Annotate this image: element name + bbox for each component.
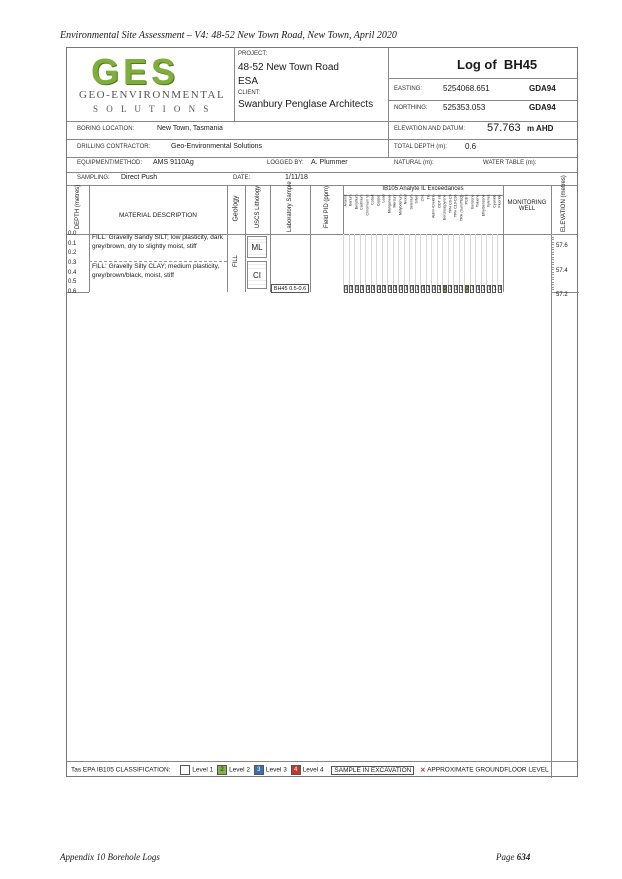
- exceedance-cell: 1: [383, 286, 387, 292]
- analyte-name: Fluoride: [497, 194, 502, 208]
- borehole-log: [66, 47, 578, 777]
- analyte-name: Manganese: [387, 194, 392, 214]
- exceedance-cell: 1: [482, 286, 486, 292]
- depth-tick-label: 0.3: [68, 260, 77, 266]
- easting-label: EASTING:: [394, 86, 423, 92]
- pid-column-header: Field PID (ppm): [324, 186, 330, 229]
- exceedance-cell: 1: [498, 286, 503, 292]
- northing-value: 525353.053: [443, 103, 486, 112]
- elevation-minor-tick: [551, 254, 554, 255]
- sample-in-excavation-box: SAMPLE IN EXCAVATION: [331, 766, 414, 775]
- analyte-column-line: [431, 234, 432, 292]
- exceedance-cell: 1: [438, 286, 442, 292]
- client-label: CLIENT:: [238, 90, 261, 96]
- exceedance-cell: 1: [355, 286, 359, 292]
- exceedance-cell: 1: [432, 286, 436, 292]
- sampling-value: Direct Push: [121, 174, 158, 181]
- exceedance-cell: 1: [454, 286, 458, 292]
- elevation-minor-tick: [551, 242, 554, 243]
- analyte-name: Selenium: [409, 194, 414, 210]
- analyte-name: Xylenes: [486, 194, 491, 208]
- exceedance-cell: 1: [449, 286, 453, 292]
- client-value: Swanbury Penglase Architects: [238, 99, 374, 110]
- analyte-column-line: [497, 234, 498, 292]
- elevation-minor-tick: [551, 264, 554, 265]
- drilling-contractor-label: DRILLING CONTRACTOR:: [77, 144, 151, 150]
- analyte-column-line: [475, 234, 476, 292]
- analyte-column-line: [464, 234, 465, 292]
- analyte-name: Aldrin+Dieldrin: [431, 194, 436, 218]
- exceedance-cell: 1: [372, 286, 376, 292]
- logged-by-value: A. Plummer: [311, 159, 348, 166]
- analyte-column-line: [448, 234, 449, 292]
- elevation-value: 57.763: [487, 122, 521, 134]
- logo-line2: S O L U T I O N S: [93, 104, 212, 114]
- elevation-tick-label: 57.2: [556, 292, 568, 298]
- analyte-name: Zinc: [420, 194, 425, 202]
- analyte-name: Lead: [381, 194, 386, 203]
- analyte-name: Arsenic: [343, 194, 348, 207]
- elevation-minor-tick: [551, 292, 554, 293]
- analyte-column-line: [486, 234, 487, 292]
- uscs-layer-2: [247, 261, 267, 289]
- geology-fill-label: FILL: [233, 255, 239, 268]
- equipment-label: EQUIPMENT/METHOD:: [77, 160, 143, 166]
- depth-tick-label: 0.4: [68, 269, 77, 276]
- northing-datum: GDA94: [529, 103, 556, 112]
- analyte-column-line: [354, 234, 355, 292]
- analyte-column-line: [371, 234, 372, 292]
- uscs-layer-1: [247, 236, 267, 258]
- exceedance-cell: 1: [410, 286, 414, 292]
- log-title: Log of BH45: [457, 57, 538, 72]
- elevation-scale: [551, 234, 578, 298]
- natural-label: NATURAL (m):: [394, 160, 434, 166]
- project-value: 48-52 New Town Road: [238, 62, 339, 73]
- legend-prefix: Tas EPA IB105 CLASSIFICATION:: [71, 766, 171, 774]
- logo-line1: GEO-ENVIRONMENTAL: [79, 89, 226, 101]
- elevation-minor-tick: [551, 272, 554, 273]
- analyte-column-line: [459, 234, 460, 292]
- analyte-name: TRH (Sum/TEQ): [459, 194, 464, 222]
- easting-datum: GDA94: [529, 84, 556, 93]
- analyte-column-line: [409, 234, 410, 292]
- legend: [71, 765, 575, 775]
- depth-tick-label: 0.6: [68, 289, 77, 295]
- analyte-name: Molybdenum: [398, 194, 403, 216]
- exceedance-cell: 1: [344, 286, 348, 292]
- exceedance-cell: 1: [416, 286, 420, 292]
- level2-swatch: 2: [217, 765, 227, 775]
- depth-column-header: DEPTH (metres): [75, 184, 81, 230]
- level1-swatch: [180, 765, 190, 775]
- date-value: 1/11/18: [285, 174, 308, 181]
- equipment-value: AMS 9110Ag: [153, 159, 194, 166]
- uscs-layer-1-code: ML: [248, 243, 266, 252]
- document-header: Environmental Site Assessment – V4: 48-52 New Town Road, New Town, April 2020: [60, 30, 397, 41]
- elevation-minor-tick: [551, 287, 554, 288]
- analyte-column-line: [376, 234, 377, 292]
- exceedance-cell: 1: [471, 286, 475, 292]
- lab-column-header: Laboratory Sample: [287, 181, 293, 232]
- elevation-minor-tick: [551, 279, 554, 280]
- level2-label: Level 2: [229, 766, 251, 774]
- analyte-column-line: [398, 234, 399, 292]
- exceedance-cell: 1: [377, 286, 381, 292]
- analyte-name: Ethylbenzene: [481, 194, 486, 217]
- depth-tick-label: 0.2: [68, 250, 77, 257]
- elevation-minor-tick: [551, 262, 554, 263]
- analyte-name: Silver: [414, 194, 419, 204]
- analyte-name: Cyanide: [492, 194, 497, 208]
- elevation-unit: m AHD: [527, 124, 554, 133]
- exceedance-cell: 1: [388, 286, 392, 292]
- analyte-name: Nickel: [403, 194, 408, 205]
- level4-swatch: 4: [291, 765, 301, 775]
- geology-column-header: Geology: [232, 195, 240, 222]
- analyte-name: Benzo(a)pyrene: [442, 194, 447, 221]
- exceedance-cell: 1: [405, 286, 409, 292]
- logo-mark: GES: [91, 51, 180, 92]
- analyte-column-line: [437, 234, 438, 292]
- analyte-column-line: [382, 234, 383, 292]
- elevation-minor-tick: [551, 284, 554, 285]
- elevation-minor-tick: [551, 249, 554, 250]
- analyte-name: Tin: [426, 194, 431, 200]
- analyte-name-row: [343, 195, 503, 234]
- elevation-minor-tick: [551, 244, 554, 245]
- page-number: [496, 852, 530, 862]
- exceedance-cell: 1: [399, 286, 403, 292]
- analyte-name: Beryllium: [354, 194, 359, 210]
- date-label: DATE:: [233, 175, 251, 181]
- analyte-name: PCB's: [464, 194, 469, 205]
- elevation-minor-tick: [551, 247, 554, 248]
- exceedance-cell: 1: [366, 286, 370, 292]
- elevation-minor-tick: [551, 277, 554, 278]
- analyte-name: Cobalt: [370, 194, 375, 205]
- elevation-minor-tick: [551, 259, 554, 260]
- analyte-name: Mercury: [392, 194, 397, 208]
- elevation-minor-tick: [551, 234, 554, 235]
- exceedance-cell: 1: [427, 286, 431, 292]
- level1-label: Level 1: [192, 766, 214, 774]
- exceedance-cell: 1: [361, 286, 365, 292]
- page-label: Page: [496, 852, 515, 862]
- analyte-column-line: [393, 234, 394, 292]
- layer-2-description: FILL: Gravelly Silty CLAY; medium plasticity, grey/brown/black, moist, stiff: [92, 263, 220, 279]
- exceedance-cell: 1: [460, 286, 464, 292]
- level4-label: Level 4: [302, 766, 324, 774]
- level3-swatch: 3: [254, 765, 264, 775]
- analyte-column-line: [349, 234, 350, 292]
- analyte-column-line: [442, 234, 443, 292]
- easting-value: 5254068.651: [443, 84, 490, 93]
- depth-tick-label: 0.5: [68, 279, 77, 286]
- elevation-minor-tick: [551, 269, 554, 270]
- exceedance-cell: 1: [493, 286, 497, 292]
- analyte-column-line: [470, 234, 471, 292]
- analyte-name: Toluene: [475, 194, 480, 208]
- analyte-name: DDT etc: [437, 194, 442, 208]
- project-label: PROJECT:: [238, 51, 268, 57]
- analyte-column-line: [420, 234, 421, 292]
- elevation-tick-label: 57.6: [556, 243, 568, 249]
- layer-1-description: FILL: Gravelly Sandy SILT; low plasticity, dark grey/brown, dry to slightly moist, stiff: [92, 234, 223, 250]
- elevation-minor-tick: [551, 282, 554, 283]
- page-value: 634: [516, 852, 531, 862]
- analyte-column-line: [360, 234, 361, 292]
- analyte-column-line: [415, 234, 416, 292]
- boring-location-label: BORING LOCATION:: [77, 126, 135, 132]
- depth-tick-label: 0.0: [68, 231, 77, 237]
- elevation-minor-tick: [551, 267, 554, 268]
- water-table-label: WATER TABLE (m):: [483, 160, 537, 166]
- total-depth-label: TOTAL DEPTH (m):: [394, 144, 447, 150]
- depth-tick-label: 0.1: [68, 240, 77, 247]
- analyte-name: TPH C10-C36: [453, 194, 458, 218]
- exceedance-cell: 1: [394, 286, 398, 292]
- total-depth-value: 0.6: [465, 142, 477, 151]
- exceedance-cell: 2: [465, 286, 469, 292]
- elevation-minor-tick: [551, 257, 554, 258]
- cross-icon: ✕: [420, 766, 426, 774]
- uscs-column-header: USCS Lithology: [255, 185, 261, 229]
- depth-scale: [67, 231, 89, 295]
- analyte-title: IB105 Analyte IL Exceedances: [382, 186, 464, 192]
- elevation-minor-tick: [551, 274, 554, 275]
- elevation-minor-tick: [551, 237, 554, 238]
- analyte-column-line: [426, 234, 427, 292]
- analyte-column-line: [387, 234, 388, 292]
- level3-label: Level 3: [265, 766, 287, 774]
- ges-logo: [67, 48, 234, 121]
- project-value-line2: ESA: [238, 76, 259, 87]
- analyte-column-line: [492, 234, 493, 292]
- exceedance-cell: 1: [421, 286, 425, 292]
- exceedance-cell: 1: [476, 286, 480, 292]
- material-column-header: MATERIAL DESCRIPTION: [118, 212, 197, 219]
- analyte-name: Copper: [376, 194, 381, 207]
- analyte-column-line: [343, 234, 344, 292]
- exceedance-cell: 2: [443, 286, 447, 292]
- analyte-name: Benzene: [470, 194, 475, 209]
- analyte-column-line: [481, 234, 482, 292]
- drilling-contractor-value: Geo-Environmental Solutions: [171, 143, 263, 150]
- sampling-label: SAMPLING:: [77, 175, 110, 181]
- lab-sample-tag: BH45 0.5-0.6: [271, 284, 309, 293]
- exceedance-row: [343, 285, 503, 295]
- elevation-minor-tick: [551, 239, 554, 240]
- analyte-name: Cadmium: [359, 194, 364, 210]
- groundfloor-label: APPROXIMATE GROUNDFLOOR LEVEL: [427, 766, 549, 774]
- analyte-column-line: [404, 234, 405, 292]
- elevation-minor-tick: [551, 252, 554, 253]
- analyte-grid: [343, 234, 503, 292]
- elevation-tick-label: 57.4: [556, 268, 568, 274]
- analyte-name: Barium: [348, 194, 353, 206]
- analyte-column-line: [453, 234, 454, 292]
- logged-by-label: LOGGED BY:: [267, 160, 304, 166]
- analyte-name: TPH C6-C9: [448, 194, 453, 214]
- analyte-column-line: [365, 234, 366, 292]
- monitoring-column-header: MONITORING WELL: [507, 200, 547, 212]
- document-footer: Appendix 10 Borehole Logs: [60, 852, 160, 862]
- uscs-layer-2-code: CI: [248, 271, 266, 280]
- exceedance-cell: 1: [487, 286, 491, 292]
- analyte-name: Chromium VI: [365, 194, 370, 216]
- elevation-minor-tick: [551, 289, 554, 290]
- northing-label: NORTHING:: [394, 105, 428, 111]
- elevation-label: ELEVATION AND DATUM:: [394, 126, 466, 132]
- exceedance-cell: 1: [350, 286, 354, 292]
- elevation-column-header: ELEVATION (metres): [561, 175, 567, 232]
- boring-location-value: New Town, Tasmania: [157, 125, 223, 132]
